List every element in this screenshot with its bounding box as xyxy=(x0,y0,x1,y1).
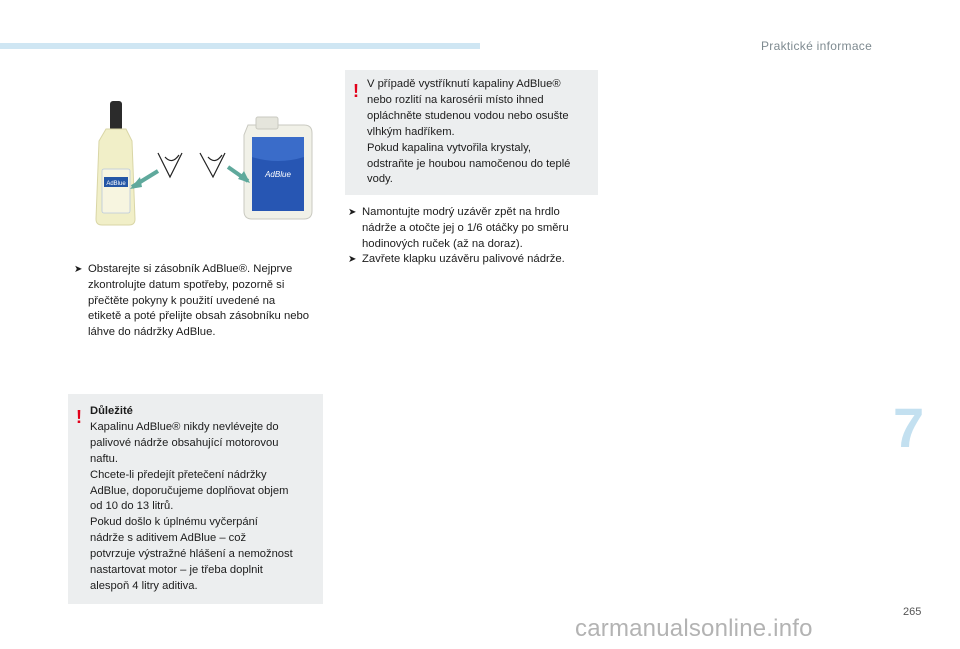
step-bullet-icon: ➤ xyxy=(74,264,83,275)
important-title: Důležité xyxy=(90,405,133,417)
canister-label: AdBlue xyxy=(265,170,291,179)
adblue-bottle-image xyxy=(96,101,158,225)
step-refit-cap: ➤ Namontujte modrý uzávěr zpět na hrdlo nádrže a otočte jej o 1/6 otáčky po směru hodinových ruček (až na doraz). xyxy=(348,206,569,250)
spill-warning-box: ! V případě vystříknutí kapaliny AdBlue® nebo rozlití na karosérii místo ihned opláchněte studenou vodou nebo osušte vlhkým hadříkem. Pokud kapalina vytvořila krystaly, odstraňte je houbou namočenou do teplé vody. xyxy=(345,70,598,195)
step-bullet-icon: ➤ xyxy=(348,254,357,265)
chapter-number: 7 xyxy=(893,396,925,459)
adblue-containers-illustration xyxy=(80,95,330,235)
step-bullet-icon: ➤ xyxy=(348,207,357,218)
nozzle-valve-icon xyxy=(158,153,225,177)
step-obtain-adblue: ➤ Obstarejte si zásobník AdBlue®. Nejprve zkontrolujte datum spotřeby, pozorně si přečtěte pokyny k použití uvedené na etiketě a poté přelijte obsah zásobníku nebo láhve do nádržky AdBlue. xyxy=(74,263,310,339)
header-accent-bar xyxy=(0,43,480,49)
page-number: 265 xyxy=(903,606,922,618)
section-title: Praktické informace xyxy=(761,39,873,53)
important-notice-box: ! Důležité Kapalinu AdBlue® nikdy nevlévejte do palivové nádrže obsahující motorovou naftu. Chcete-li předejít přetečení nádržky AdBlue, doporučujeme doplňovat objem od 10 do 13 litrů. Pokud došlo k úplnému vyčerpání nádrže s aditivem AdBlue – což potvrzuje výstražné hlášení a nemožnost nastartovat motor – je třeba doplnit alespoň 4 litry aditiva. xyxy=(68,394,323,604)
adblue-canister-image xyxy=(228,117,312,219)
bottle-label: AdBlue xyxy=(106,181,126,187)
warning-exclamation-icon: ! xyxy=(353,81,359,101)
step-close-flap: ➤ Zavřete klapku uzávěru palivové nádrže. xyxy=(362,252,602,268)
watermark: carmanualsonline.info xyxy=(575,615,813,642)
warning-exclamation-icon: ! xyxy=(76,407,82,427)
